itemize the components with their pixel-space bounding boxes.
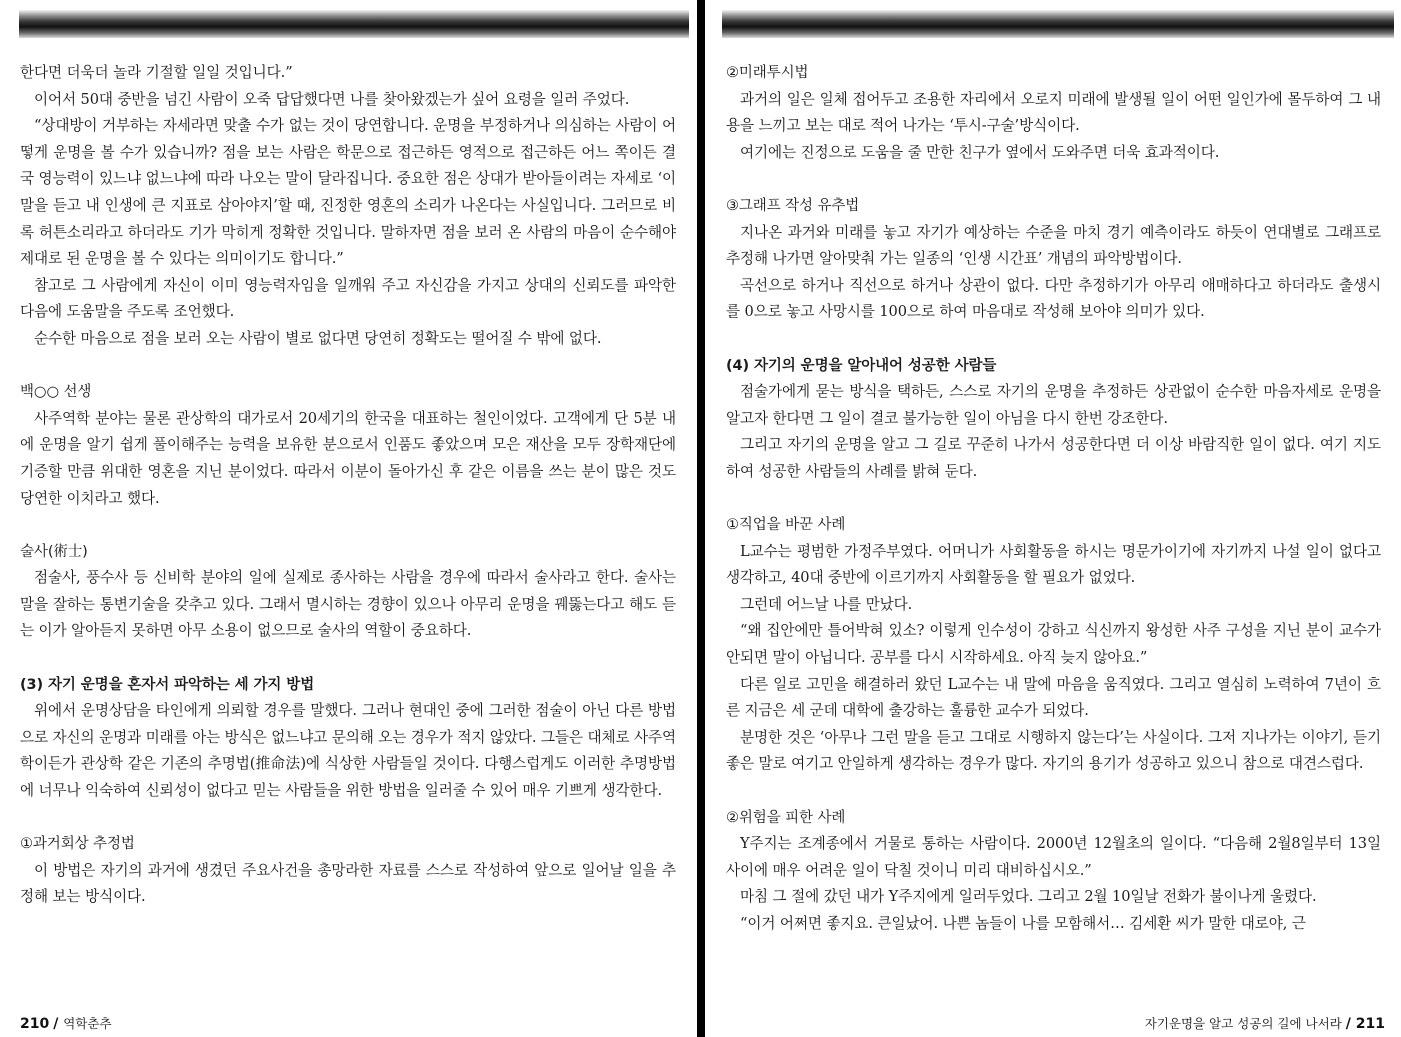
body-paragraph: 그런데 어느날 나를 만났다. <box>740 595 913 613</box>
body-paragraph: 그리고 자기의 운명을 알고 그 길로 꾸준히 나가서 성공한다면 더 이상 바람직한 일이 없다. 여기 지도하여 성공한 사람들의 사례를 밝혀 둔다. <box>726 436 1381 480</box>
section-spacer <box>726 166 1381 193</box>
page-number: 211 <box>1355 1016 1385 1032</box>
body-paragraph: 분명한 것은 ‘아무나 그런 말을 듣고 그대로 시행하지 않는다’는 사실이다. 그저 지나가는 이야기, 듣기 좋은 말로 여기고 안일하게 생각하는 경우가 많다. 자기의 용기가 성공하고 있으니 참으로 대견스럽다. <box>726 728 1381 773</box>
subsection-heading: ②위험을 피한 사례 <box>726 809 846 826</box>
subsection-heading: ②미래투시법 <box>726 65 809 81</box>
section-spacer <box>726 778 1381 805</box>
header-rule <box>722 10 1394 38</box>
book-spine <box>697 0 705 1037</box>
body-paragraph: 점술사, 풍수사 등 신비학 분야의 일에 실제로 종사하는 사람을 경우에 따라서 술사라고 한다. 술사는 말을 잘하는 통변기술을 갖추고 있다. 그래서 멸시하는 경향이 있으나 아무리 운명을 꿰뚫는다고 해도 듣는 이가 알아듣지 못하면 아무 소용이 없으므로 술사의 역할이 중요하다. <box>20 569 676 640</box>
section-heading: (3) 자기 운명을 혼자서 파악하는 세 가지 방법 <box>20 676 315 693</box>
body-paragraph: Y주지는 조계종에서 거물로 통하는 사람이다. 2000년 12월초의 일이다. “다음해 2월8일부터 13일 사이에 매우 어려운 일이 닥칠 것이니 미리 대비하십시오.” <box>726 835 1381 879</box>
body-paragraph: 마침 그 절에 갔던 내가 Y주지에게 일러두었다. 그리고 2월 10일날 전화가 불이나게 울렸다. <box>740 888 1317 906</box>
body-paragraph: 위에서 운명상담을 타인에게 의뢰할 경우를 말했다. 그러나 현대인 중에 그러한 점술이 아닌 다른 방법으로 자신의 운명과 미래를 아는 방식은 없느냐고 문의해 오는 경우가 적지 않았다. 그들은 대체로 사주역학이든가 관상학 같은 기존의 추명법(推命法)에 식상한 사람들일 것이다. 다행스럽게도 이러한 추명방법에 너무나 익숙하여 신뢰성이 없다고 믿는 사람들을 위한 방법을 일러줄 수 있어 매우 기쁘게 생각한다. <box>20 702 676 800</box>
section-spacer <box>726 486 1381 513</box>
subsection-heading: ③그래프 작성 유추법 <box>726 197 860 214</box>
body-paragraph: 점술가에게 묻는 방식을 택하든, 스스로 자기의 운명을 추정하든 상관없이 순수한 마음자세로 운명을 알고자 한다면 그 일이 결코 불가능한 일이 아님을 다시 한번 강조한다. <box>726 383 1381 427</box>
left-page-body <box>20 60 676 911</box>
running-title: 자기운명을 알고 성공의 길에 나서라 <box>1144 1016 1342 1031</box>
body-paragraph: L교수는 평범한 가정주부였다. 어머니가 사회활동을 하시는 명문가이기에 자기까지 나설 일이 없다고 생각하고, 40대 중반에 이르기까지 사회활동을 할 필요가 없었다. <box>726 542 1381 587</box>
body-paragraph: 곡선으로 하거나 직선으로 하거나 상관이 없다. 다만 추정하기가 아무리 애매하다고 하더라도 출생시를 0으로 놓고 사망시를 100으로 하여 마음대로 작성해 보아야 의미가 있다. <box>726 276 1381 321</box>
body-paragraph: “상대방이 거부하는 자세라면 맞출 수가 없는 것이 당연합니다. 운명을 부정하거나 의심하는 사람이 어떻게 운명을 볼 수가 있습니까? 점을 보는 사람은 학문으로 접근하든 영적으로 접근하든 어느 쪽이든 결국 영능력이 있느냐 없느냐에 따라 나오는 말이 달라집니다. 중요한 점은 상대가 받아들이려는 자세로 ‘이 말을 듣고 내 인생에 큰 지표로 삼아야지’할 때, 진정한 영혼의 소리가 나온다는 사실입니다. 그러므로 비록 허튼소리라고 하더라도 기가 막히게 정확한 것입니다. 말하자면 점을 보러 온 사람의 마음이 순수해야 제대로 된 운명을 볼 수 있다는 의미이기도 합니다.” <box>20 117 676 268</box>
body-paragraph: 이어서 50대 중반을 넘긴 사람이 오죽 답답했다면 나를 찾아왔겠는가 싶어 요령을 일러 주었다. <box>34 90 630 108</box>
left-folio: 210 / 역학춘추 <box>20 1016 112 1032</box>
body-paragraph: 다른 일로 고민을 해결하러 왔던 L교수는 내 말에 마음을 움직였다. 그리고 열심히 노력하여 7년이 흐른 지금은 세 군데 대학에 출강하는 훌륭한 교수가 되었다. <box>726 675 1381 720</box>
right-page <box>706 0 1401 1037</box>
body-paragraph: 사주역학 분야는 물론 관상학의 대가로서 20세기의 한국을 대표하는 철인이었다. 고객에게 단 5분 내에 운명을 알기 쉽게 풀이해주는 능력을 보유한 분으로서 인품도 좋았으며 모은 재산을 모두 장학재단에 기증할 만큼 위대한 영혼을 지닌 분이었다. 따라서 이분이 돌아가신 후 같은 이름을 쓰는 분이 많은 것도 당연한 이치라고 했다. <box>20 409 676 507</box>
body-paragraph: “이거 어쩌면 좋지요. 큰일났어. 나쁜 놈들이 나를 모함해서… 김세환 씨가 말한 대로야, 근 <box>740 915 1306 932</box>
subsection-heading: 술사(術士) <box>20 543 88 560</box>
section-spacer <box>20 645 676 672</box>
body-paragraph: 지나온 과거와 미래를 놓고 자기가 예상하는 수준을 마치 경기 예측이라도 하듯이 연대별로 그래프로 추정해 나가면 알아맞춰 가는 일종의 ‘인생 시간표’ 개념의 파악방법이다. <box>726 223 1381 268</box>
right-folio: 자기운명을 알고 성공의 길에 나서라 / 211 <box>1144 1016 1385 1032</box>
body-paragraph: 참고로 그 사람에게 자신이 이미 영능력자임을 일깨워 주고 자신감을 가지고 상대의 신뢰도를 파악한 다음에 도움말을 주도록 조언했다. <box>20 276 676 321</box>
body-paragraph: 이 방법은 자기의 과거에 생겼던 주요사건을 총망라한 자료를 스스로 작성하여 앞으로 일어날 일을 추정해 보는 방식이다. <box>20 861 676 906</box>
subsection-heading: ①과거회상 추정법 <box>20 836 135 853</box>
left-page <box>0 0 696 1037</box>
section-heading: (4) 자기의 운명을 알아내어 성공한 사람들 <box>726 357 997 374</box>
section-spacer <box>20 805 676 832</box>
section-spacer <box>20 512 676 539</box>
section-spacer <box>726 326 1381 353</box>
body-paragraph: 과거의 일은 일체 접어두고 조용한 자리에서 오로지 미래에 발생될 일이 어떤 일인가에 몰두하여 그 내용을 느끼고 보는 대로 적어 나가는 ‘투시-구술’방식이다. <box>726 90 1381 135</box>
subsection-heading: 백○○ 선생 <box>20 384 92 401</box>
body-paragraph: 순수한 마음으로 점을 보러 오는 사람이 별로 없다면 당연히 정확도는 떨어질 수 밖에 없다. <box>34 329 602 347</box>
subsection-heading: ①직업을 바꾼 사례 <box>726 517 846 534</box>
page-number: 210 <box>20 1016 50 1032</box>
right-page-body <box>726 60 1381 938</box>
body-paragraph: 한다면 더욱더 놀라 기절할 일일 것입니다.” <box>20 64 293 81</box>
running-title: 역학춘추 <box>63 1016 112 1031</box>
body-paragraph: “왜 집안에만 틀어박혀 있소? 이렇게 인수성이 강하고 식신까지 왕성한 사주 구성을 지닌 분이 교수가 안되면 말이 아닙니다. 공부를 다시 시작하세요. 아직 늦지 않아요.” <box>726 622 1381 667</box>
body-paragraph: 여기에는 진정으로 도움을 줄 만한 친구가 옆에서 도와주면 더욱 효과적이다. <box>740 143 1220 161</box>
section-spacer <box>20 353 676 380</box>
header-rule <box>19 10 689 38</box>
